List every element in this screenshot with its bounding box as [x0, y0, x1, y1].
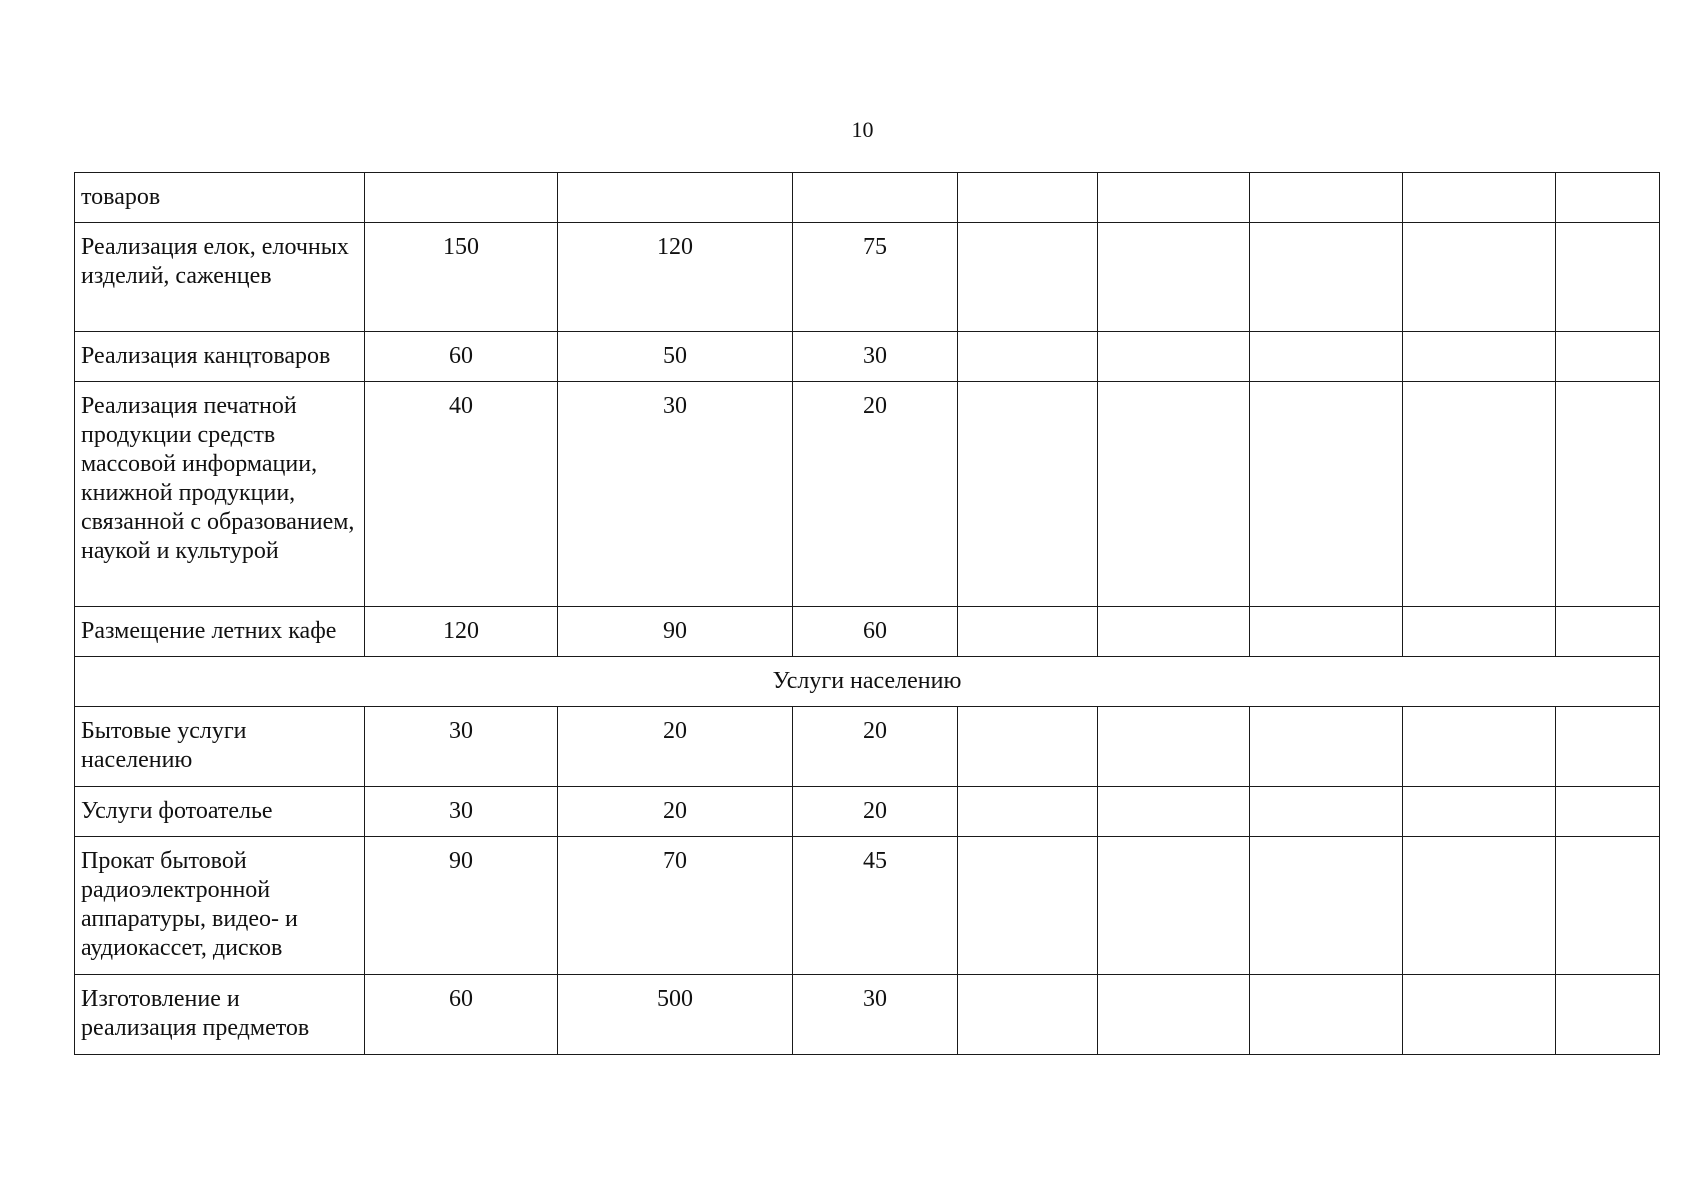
value-cell: 30: [365, 787, 558, 837]
empty-cell: [1098, 837, 1250, 975]
empty-cell: [1556, 173, 1660, 223]
value-cell: 30: [558, 382, 793, 607]
empty-cell: [958, 607, 1098, 657]
empty-cell: [1250, 332, 1403, 382]
value-cell: [558, 173, 793, 223]
empty-cell: [958, 787, 1098, 837]
value-cell: 20: [558, 707, 793, 787]
empty-cell: [958, 332, 1098, 382]
empty-cell: [1098, 975, 1250, 1055]
empty-cell: [958, 223, 1098, 332]
empty-cell: [958, 975, 1098, 1055]
empty-cell: [1403, 223, 1556, 332]
value-cell: 75: [793, 223, 958, 332]
table-row: [75, 837, 1660, 975]
section-title: Услуги населению: [75, 657, 1660, 707]
empty-cell: [1098, 173, 1250, 223]
empty-cell: [958, 837, 1098, 975]
empty-cell: [1403, 332, 1556, 382]
empty-cell: [1098, 382, 1250, 607]
value-cell: 120: [365, 607, 558, 657]
service-name-cell: Реализация печатной продукции средств массовой информации, книжной продукции, связанной с образованием, наукой и культурой: [75, 382, 365, 607]
empty-cell: [958, 382, 1098, 607]
table-row: [75, 787, 1660, 837]
table-row: [75, 332, 1660, 382]
empty-cell: [1098, 707, 1250, 787]
empty-cell: [1098, 607, 1250, 657]
empty-cell: [958, 707, 1098, 787]
value-cell: 60: [365, 975, 558, 1055]
empty-cell: [1556, 223, 1660, 332]
empty-cell: [1403, 787, 1556, 837]
value-cell: 70: [558, 837, 793, 975]
value-cell: 60: [365, 332, 558, 382]
empty-cell: [1556, 707, 1660, 787]
value-cell: 20: [793, 707, 958, 787]
empty-cell: [1250, 173, 1403, 223]
empty-cell: [1556, 975, 1660, 1055]
section-header-row: [75, 657, 1660, 707]
value-cell: 30: [793, 975, 958, 1055]
empty-cell: [1098, 332, 1250, 382]
service-name-cell: Реализация канцтоваров: [75, 332, 365, 382]
empty-cell: [1403, 607, 1556, 657]
table-row: [75, 223, 1660, 332]
service-name-cell: товаров: [75, 173, 365, 223]
value-cell: 20: [793, 787, 958, 837]
value-cell: 60: [793, 607, 958, 657]
table-row: [75, 975, 1660, 1055]
empty-cell: [1250, 223, 1403, 332]
value-cell: 500: [558, 975, 793, 1055]
empty-cell: [1556, 837, 1660, 975]
value-cell: 30: [793, 332, 958, 382]
value-cell: 20: [793, 382, 958, 607]
value-cell: [793, 173, 958, 223]
service-name-cell: Размещение летних кафе: [75, 607, 365, 657]
empty-cell: [1250, 382, 1403, 607]
value-cell: [365, 173, 558, 223]
empty-cell: [1250, 837, 1403, 975]
value-cell: 50: [558, 332, 793, 382]
table-row: [75, 173, 1660, 223]
value-cell: 150: [365, 223, 558, 332]
value-cell: 90: [365, 837, 558, 975]
empty-cell: [1403, 173, 1556, 223]
empty-cell: [1403, 837, 1556, 975]
empty-cell: [1098, 223, 1250, 332]
value-cell: 120: [558, 223, 793, 332]
table-row: [75, 607, 1660, 657]
value-cell: 90: [558, 607, 793, 657]
table-row: [75, 382, 1660, 607]
empty-cell: [1556, 332, 1660, 382]
empty-cell: [1556, 787, 1660, 837]
empty-cell: [1403, 382, 1556, 607]
empty-cell: [958, 173, 1098, 223]
value-cell: 40: [365, 382, 558, 607]
tariff-table: [74, 172, 1660, 1055]
service-name-cell: Изготовление и реализация предметов: [75, 975, 365, 1055]
page-number: 10: [851, 117, 874, 142]
service-name-cell: Бытовые услуги населению: [75, 707, 365, 787]
empty-cell: [1403, 975, 1556, 1055]
empty-cell: [1250, 607, 1403, 657]
service-name-cell: Прокат бытовой радиоэлектронной аппаратуры, видео- и аудиокассет, дисков: [75, 837, 365, 975]
empty-cell: [1098, 787, 1250, 837]
empty-cell: [1250, 707, 1403, 787]
empty-cell: [1250, 787, 1403, 837]
empty-cell: [1556, 607, 1660, 657]
service-name-cell: Реализация елок, елочных изделий, саженцев: [75, 223, 365, 332]
service-name-cell: Услуги фотоателье: [75, 787, 365, 837]
value-cell: 20: [558, 787, 793, 837]
table-row: [75, 707, 1660, 787]
empty-cell: [1403, 707, 1556, 787]
empty-cell: [1250, 975, 1403, 1055]
value-cell: 45: [793, 837, 958, 975]
value-cell: 30: [365, 707, 558, 787]
empty-cell: [1556, 382, 1660, 607]
